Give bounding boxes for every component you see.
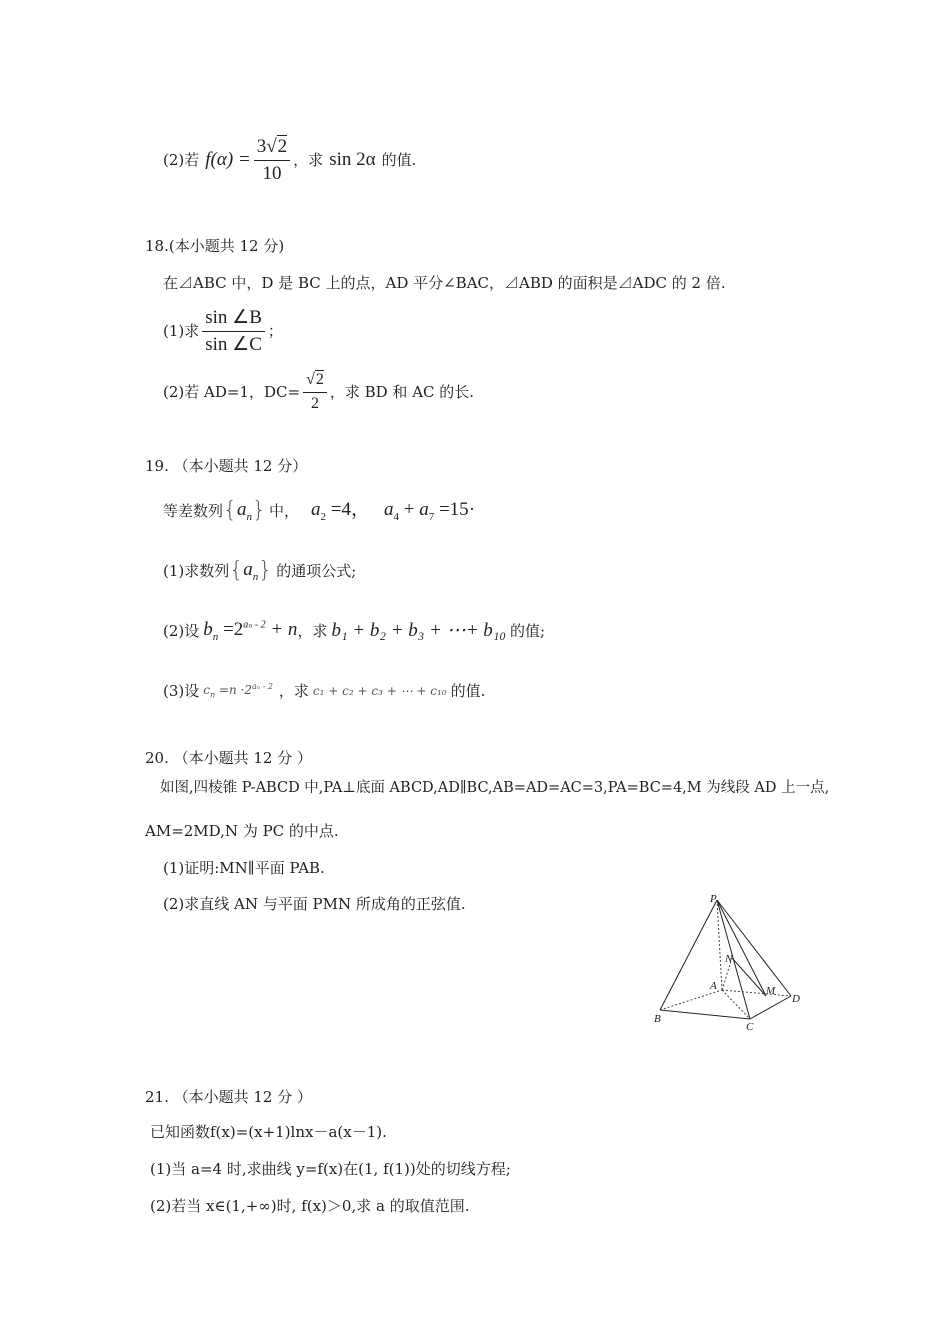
q17-fraction [254, 136, 290, 185]
q18-stem: 在⊿ABC 中，D 是 BC 上的点，AD 平分∠BAC，⊿ABD 的面积是⊿ADC 的 2 倍. [163, 274, 726, 292]
q19-part1-suffix: 的通项公式; [276, 562, 357, 580]
q19-cn-def: $c_n =n \cdot 2^{a_n - 2}$ [203, 682, 273, 700]
q17-suffix: 的值. [381, 151, 417, 169]
q19-part1-prefix: (1)求数列 [163, 562, 230, 580]
label-b: B [654, 1013, 661, 1025]
q19-an: $a_n$ [237, 498, 253, 523]
q20-stem1: 如图,四棱锥 P-ABCD 中,PA⊥底面 ABCD,AD∥BC,AB=AD=AC=3,PA=BC=4,M 为线段 AD 上一点, [160, 780, 830, 796]
q20-part2: (2)求直线 AN 与平面 PMN 所成角的正弦值. [163, 895, 466, 913]
q19-header: 19. （本小题共 12 分） [145, 457, 308, 475]
q19-part1-an: $a_n$ [243, 558, 259, 583]
right-brace-icon: } [252, 497, 267, 523]
label-c: C [746, 1021, 754, 1033]
q17-part2 [163, 132, 416, 188]
q20-stem2: AM=2MD,N 为 PC 的中点. [145, 822, 339, 840]
q19-stem-b: 中， [269, 502, 300, 520]
q17-den: 10 [262, 162, 282, 184]
sqrt-icon: √ [306, 371, 315, 389]
right-brace-icon: } [258, 557, 273, 583]
q17-part2-prefix: (2)若 [163, 151, 200, 169]
q19-part3-ask: ，求 [278, 682, 309, 700]
left-brace-icon: { [229, 557, 244, 583]
q19-part2-prefix: (2)设 [163, 622, 200, 640]
q19-stem-a: 等差数列 [163, 502, 224, 520]
q18-dc-rad: 2 [315, 371, 324, 389]
label-a: A [710, 980, 717, 992]
q18-part1-suffix: ； [267, 322, 283, 340]
q20-part1: (1)证明:MN∥平面 PAB. [163, 859, 325, 877]
q21-header: 21. （本小题共 12 分 ） [145, 1088, 313, 1106]
q18-part1-prefix: (1)求 [163, 322, 200, 340]
q19-part3-prefix: (3)设 [163, 682, 200, 700]
q18-dc-fraction [303, 371, 327, 413]
q18-part2-prefix: (2)若 AD=1，DC= [163, 383, 301, 401]
q21-part2: (2)若当 x∈(1,+∞)时, f(x)＞0,求 a 的取值范围. [150, 1197, 470, 1215]
q17-target: sin 2α [329, 148, 376, 170]
q18-dc-den: 2 [310, 394, 319, 412]
q20-header: 20. （本小题共 12 分 ） [145, 749, 313, 767]
q19-part2 [163, 614, 545, 648]
q17-f-alpha: f(α) = [205, 148, 251, 170]
q19-stem [163, 494, 475, 528]
q19-a47-eq: $a_4 + a_7 =15\cdot$ [384, 498, 476, 523]
q17-comma-ask: ，求 [293, 151, 324, 169]
q19-a2-eq: $a_2 =4$， [311, 498, 370, 523]
left-brace-icon: { [223, 497, 238, 523]
q18-ratio [202, 307, 265, 356]
q17-num-rad: 2 [277, 135, 288, 157]
q19-part3-suffix: 的值. [450, 682, 486, 700]
sqrt-icon: √ [266, 135, 277, 157]
q19-part2-ask: ，求 [297, 622, 328, 640]
q17-num-coef: 3 [256, 135, 267, 157]
q18-part2-suffix: ，求 BD 和 AC 的长. [329, 383, 475, 401]
q21-part1: (1)当 a=4 时,求曲线 y=f(x)在(1, f(1))处的切线方程; [150, 1160, 511, 1178]
q18-part2 [163, 367, 474, 417]
q19-part3 [163, 674, 485, 708]
label-n: N [725, 953, 733, 965]
q18-header: 18.(本小题共 12 分) [145, 237, 285, 255]
q18-ratio-den: sin ∠C [205, 333, 262, 355]
q21-stem: 已知函数f(x)=(x+1)lnx－a(x－1). [150, 1123, 387, 1141]
q18-part1 [163, 306, 283, 356]
q19-part2-suffix: 的值; [510, 622, 546, 640]
label-d: D [792, 993, 800, 1005]
q19-part1 [163, 554, 356, 588]
q19-c-sum: c₁ + c₂ + c₃ + ⋯ + c₁₀ [312, 683, 447, 698]
q19-b-sum: b₁ + b₂ + b₃ + ⋯+ b₁₀ [331, 619, 507, 641]
q19-bn-def: $b_n =2^{a_n - 2} + n$ [203, 618, 298, 643]
q18-ratio-num: sin ∠B [202, 307, 265, 332]
label-p: P [710, 893, 717, 905]
label-m: M [766, 985, 776, 997]
pyramid-figure [648, 888, 818, 1038]
